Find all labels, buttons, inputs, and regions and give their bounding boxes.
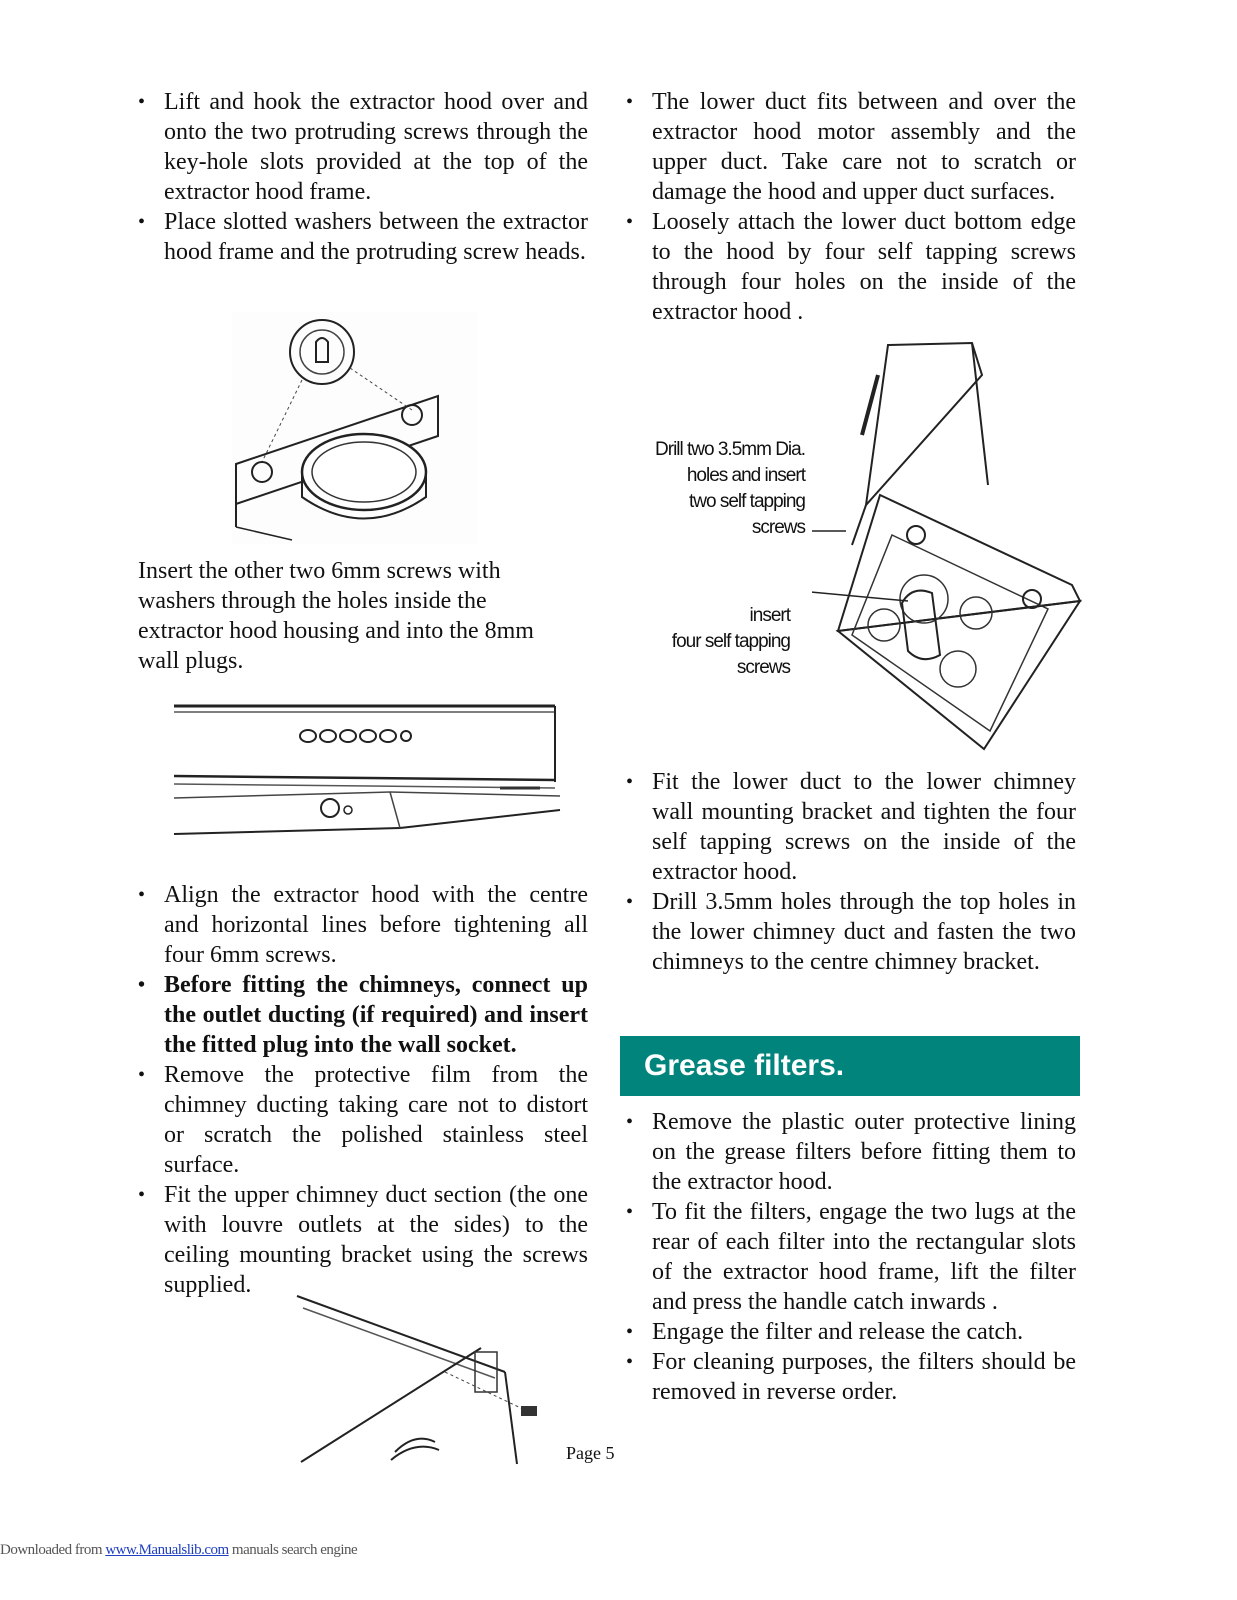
list-item: • To fit the filters, engage the two lugs at the rear of each filter into the rectangular slots of the extractor hood frame, lift the filter and press the handle catch inwards . bbox=[626, 1197, 1076, 1317]
list-item: • Lift and hook the extractor hood over and onto the two protruding screws through the key-hole slots provided at the top of the extractor hood frame. bbox=[138, 87, 588, 207]
keyhole-bracket-figure bbox=[232, 312, 478, 544]
list-item: • Drill 3.5mm holes through the top holes in the lower chimney duct and fasten the two chimneys to the centre chimney bracket. bbox=[626, 887, 1076, 977]
left-bullets-top bbox=[138, 87, 588, 267]
manualslib-link[interactable]: www.Manualslib.com bbox=[105, 1542, 229, 1558]
list-item: • Engage the filter and release the catch. bbox=[626, 1317, 1076, 1347]
left-bullets-bottom bbox=[138, 880, 588, 1300]
list-item: • Fit the lower duct to the lower chimney wall mounting bracket and tighten the four self tapping screws on the inside of the extractor hood. bbox=[626, 767, 1076, 887]
label-line: screws bbox=[736, 657, 790, 678]
label-line: holes and insert bbox=[686, 465, 805, 486]
drill-holes-label bbox=[600, 437, 805, 541]
list-item: • The lower duct fits between and over the extractor hood motor assembly and the upper duct. Take care not to scratch or damage the hood and upper duct surfaces. bbox=[626, 87, 1076, 207]
label-line: Drill two 3.5mm Dia. bbox=[655, 439, 805, 460]
right-bullets-middle bbox=[626, 767, 1076, 977]
right-bullets-bottom bbox=[626, 1107, 1076, 1407]
list-item: • Loosely attach the lower duct bottom edge to the hood by four self tapping screws through four holes on the inside of the extractor hood . bbox=[626, 207, 1076, 327]
list-item: • Remove the plastic outer protective lining on the grease filters before fitting them to the extractor hood. bbox=[626, 1107, 1076, 1197]
right-bullets-top bbox=[626, 87, 1076, 327]
insert-screws-label bbox=[600, 603, 790, 681]
label-line: screws bbox=[751, 517, 805, 538]
footer-prefix: Downloaded from bbox=[0, 1542, 106, 1558]
hood-underside-figure bbox=[812, 335, 1084, 755]
ceiling-bracket-figure bbox=[295, 1292, 557, 1467]
list-item: • Place slotted washers between the extractor hood frame and the protruding screw heads. bbox=[138, 207, 588, 267]
drill-leader-line bbox=[810, 528, 850, 534]
label-line: two self tapping bbox=[688, 491, 805, 512]
insert-screws-paragraph: Insert the other two 6mm screws with washers through the holes inside the extractor hood housing and into the 8mm wall plugs. bbox=[138, 558, 534, 674]
page-number: Page 5 bbox=[566, 1443, 615, 1463]
label-line: four self tapping bbox=[671, 631, 790, 652]
list-item: • Fit the upper chimney duct section (the one with louvre outlets at the sides) to the ceiling mounting bracket using the screws supplied. bbox=[138, 1180, 588, 1300]
footer-suffix: manuals search engine bbox=[228, 1542, 358, 1558]
download-footer bbox=[0, 1542, 357, 1559]
label-line: insert bbox=[749, 605, 790, 626]
section-heading-grease-filters: Grease filters. bbox=[620, 1036, 1080, 1096]
list-item-bold: • Before fitting the chimneys, connect up the outlet ducting (if required) and insert the fitted plug into the wall socket. bbox=[138, 970, 588, 1060]
list-item: • Align the extractor hood with the centre and horizontal lines before tightening all four 6mm screws. bbox=[138, 880, 588, 970]
list-item: • For cleaning purposes, the filters should be removed in reverse order. bbox=[626, 1347, 1076, 1407]
list-item: • Remove the protective film from the chimney ducting taking care not to distort or scratch the polished stainless steel surface. bbox=[138, 1060, 588, 1180]
hood-front-figure bbox=[170, 700, 565, 848]
